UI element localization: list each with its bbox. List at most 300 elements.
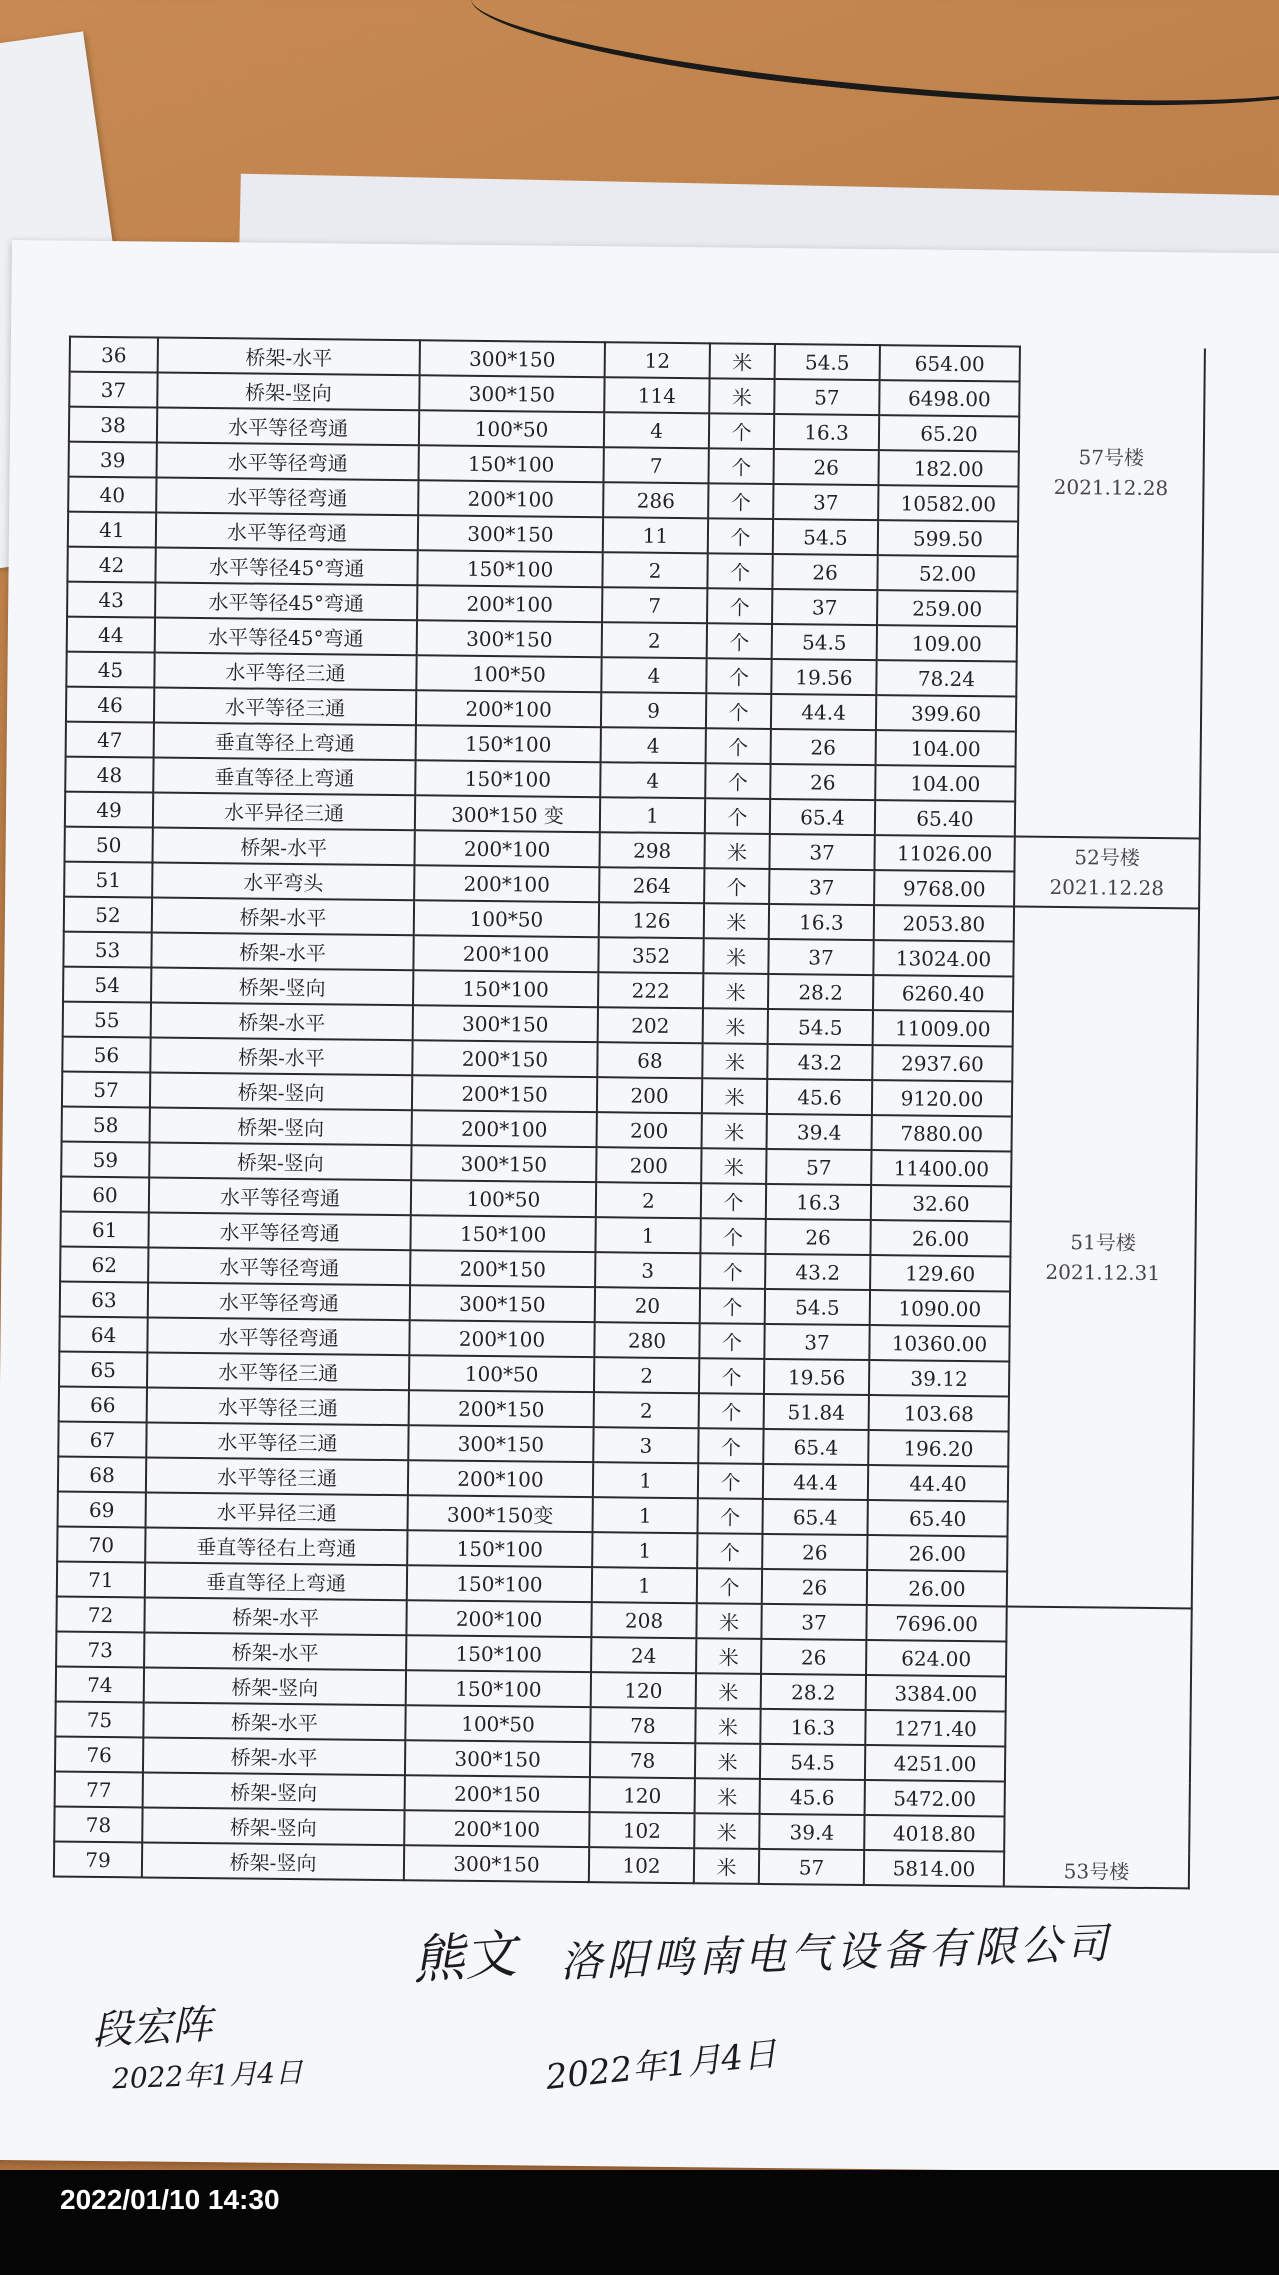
row-number: 47	[66, 722, 154, 758]
item-amount: 26.00	[867, 1535, 1007, 1571]
item-name: 桥架-竖向	[143, 1772, 405, 1810]
row-number: 64	[59, 1317, 147, 1353]
person-signature: 熊文	[410, 1924, 519, 1992]
item-amount: 26.00	[870, 1220, 1010, 1256]
item-name: 水平等径弯通	[156, 478, 418, 516]
building-name: 53号楼	[1063, 1859, 1130, 1884]
item-quantity: 2	[594, 1357, 699, 1393]
item-unit-price: 16.3	[760, 1709, 865, 1745]
row-number: 59	[61, 1142, 149, 1178]
item-unit-price: 45.6	[760, 1779, 865, 1815]
item-amount: 5814.00	[864, 1850, 1004, 1886]
row-number: 44	[67, 617, 155, 653]
item-name: 桥架-竖向	[150, 1107, 412, 1145]
left-signature-date: 2022年1月4日	[111, 2055, 304, 2096]
item-unit: 个	[700, 1288, 765, 1324]
item-name: 水平等径弯通	[147, 1317, 409, 1355]
item-name: 垂直等径上弯通	[154, 723, 416, 761]
item-unit: 个	[700, 1253, 765, 1289]
item-name: 桥架-水平	[144, 1632, 406, 1670]
item-spec: 200*150	[412, 1075, 597, 1112]
item-amount: 11009.00	[873, 1010, 1013, 1046]
item-unit: 个	[708, 483, 773, 519]
item-unit: 个	[697, 1498, 762, 1534]
item-unit-price: 54.5	[768, 1009, 873, 1045]
item-quantity: 200	[597, 1077, 702, 1113]
item-amount: 44.40	[868, 1465, 1008, 1501]
item-unit: 米	[710, 343, 775, 379]
item-name: 垂直等径上弯通	[153, 758, 415, 796]
item-amount: 9120.00	[872, 1080, 1012, 1116]
item-amount: 11026.00	[874, 835, 1014, 871]
row-number: 52	[64, 897, 152, 933]
row-number: 63	[60, 1282, 148, 1318]
item-spec: 300*150	[410, 1285, 595, 1322]
ledger-body	[54, 337, 1205, 1889]
item-unit: 米	[704, 903, 769, 939]
item-name: 垂直等径右上弯通	[145, 1527, 407, 1565]
item-unit-price: 54.5	[760, 1744, 865, 1780]
item-amount: 654.00	[880, 345, 1020, 381]
item-name: 水平等径三通	[147, 1352, 409, 1390]
row-number: 69	[58, 1492, 146, 1528]
item-spec: 200*100	[414, 865, 599, 902]
item-quantity: 120	[591, 1672, 696, 1708]
item-spec: 200*150	[409, 1390, 594, 1427]
building-name: 52号楼	[1074, 845, 1140, 870]
item-name: 水平异径三通	[146, 1492, 408, 1530]
item-quantity: 1	[592, 1532, 697, 1568]
item-unit-price: 57	[759, 1849, 864, 1885]
item-unit: 个	[705, 763, 770, 799]
item-name: 桥架-水平	[152, 898, 414, 936]
row-number: 48	[65, 757, 153, 793]
item-unit: 个	[708, 448, 773, 484]
item-unit: 个	[707, 553, 772, 589]
item-unit-price: 39.4	[767, 1114, 872, 1150]
item-unit: 个	[699, 1358, 764, 1394]
item-spec: 300*150	[411, 1145, 596, 1182]
row-number: 70	[57, 1527, 145, 1563]
item-amount: 7696.00	[866, 1605, 1006, 1641]
item-unit-price: 26	[773, 449, 878, 485]
item-amount: 11400.00	[871, 1150, 1011, 1186]
item-name: 桥架-竖向	[142, 1807, 404, 1845]
item-unit-price: 65.4	[770, 799, 875, 835]
item-amount: 5472.00	[865, 1780, 1005, 1816]
item-amount: 103.68	[869, 1395, 1009, 1431]
item-unit: 个	[698, 1463, 763, 1499]
item-unit-price: 45.6	[767, 1079, 872, 1115]
item-unit: 个	[698, 1428, 763, 1464]
row-number: 60	[61, 1177, 149, 1213]
item-amount: 129.60	[870, 1255, 1010, 1291]
item-unit: 米	[702, 1078, 767, 1114]
item-amount: 2053.80	[874, 905, 1014, 941]
row-number: 43	[67, 582, 155, 618]
item-amount: 109.00	[877, 625, 1017, 661]
item-amount: 10582.00	[878, 485, 1018, 521]
item-unit: 个	[697, 1568, 762, 1604]
item-amount: 1271.40	[865, 1710, 1005, 1746]
item-spec: 150*100	[410, 1215, 595, 1252]
item-unit-price: 16.3	[769, 904, 874, 940]
item-name: 桥架-水平	[144, 1597, 406, 1635]
item-amount: 39.12	[869, 1360, 1009, 1396]
item-quantity: 7	[603, 447, 708, 483]
item-unit: 个	[697, 1533, 762, 1569]
item-spec: 100*50	[416, 655, 601, 692]
item-quantity: 68	[597, 1042, 702, 1078]
item-amount: 1090.00	[870, 1290, 1010, 1326]
item-amount: 26.00	[867, 1570, 1007, 1606]
item-quantity: 1	[592, 1567, 697, 1603]
row-number: 73	[56, 1632, 144, 1668]
item-spec: 300*150	[418, 515, 603, 552]
item-name: 桥架-水平	[143, 1702, 405, 1740]
item-quantity: 78	[590, 1742, 695, 1778]
item-unit: 个	[699, 1393, 764, 1429]
item-quantity: 114	[604, 377, 709, 413]
item-quantity: 352	[598, 937, 703, 973]
item-quantity: 1	[595, 1217, 700, 1253]
item-quantity: 1	[600, 797, 705, 833]
item-unit-price: 16.3	[766, 1184, 871, 1220]
row-number: 51	[64, 862, 152, 898]
item-amount: 78.24	[876, 660, 1016, 696]
row-number: 50	[64, 827, 152, 863]
row-number: 40	[68, 477, 156, 513]
item-name: 水平等径45°弯通	[155, 583, 417, 621]
item-unit-price: 37	[769, 834, 874, 870]
item-quantity: 11	[603, 517, 708, 553]
item-quantity: 208	[591, 1602, 696, 1638]
item-amount: 7880.00	[872, 1115, 1012, 1151]
row-number: 78	[54, 1807, 142, 1843]
row-number: 76	[55, 1737, 143, 1773]
item-name: 桥架-水平	[151, 933, 413, 971]
item-spec: 100*50	[411, 1180, 596, 1217]
building-note	[1004, 1606, 1192, 1888]
item-unit-price: 37	[773, 484, 878, 520]
item-spec: 200*100	[413, 935, 598, 972]
item-unit: 米	[703, 938, 768, 974]
row-number: 57	[62, 1072, 150, 1108]
item-spec: 300*150	[404, 1845, 589, 1882]
item-spec: 200*100	[404, 1810, 589, 1847]
item-unit: 个	[706, 728, 771, 764]
row-number: 74	[56, 1667, 144, 1703]
item-spec: 200*150	[410, 1250, 595, 1287]
item-spec: 300*150	[420, 340, 605, 377]
item-quantity: 20	[595, 1287, 700, 1323]
item-name: 桥架-竖向	[150, 1072, 412, 1110]
item-quantity: 222	[598, 972, 703, 1008]
item-unit: 米	[694, 1813, 759, 1849]
item-name: 桥架-水平	[152, 828, 414, 866]
item-amount: 9768.00	[874, 870, 1014, 906]
item-spec: 150*100	[407, 1530, 592, 1567]
item-unit-price: 37	[764, 1324, 869, 1360]
row-number: 39	[69, 442, 157, 478]
item-name: 水平等径弯通	[157, 443, 419, 481]
item-name: 桥架-水平	[151, 1002, 413, 1040]
building-note	[1015, 347, 1205, 839]
row-number: 54	[63, 967, 151, 1003]
row-number: 62	[60, 1247, 148, 1283]
row-number: 65	[59, 1352, 147, 1388]
item-spec: 200*100	[416, 690, 601, 727]
row-number: 77	[55, 1772, 143, 1808]
item-amount: 399.60	[876, 695, 1016, 731]
item-unit-price: 26	[762, 1569, 867, 1605]
item-quantity: 4	[601, 727, 706, 763]
item-spec: 200*100	[418, 480, 603, 517]
item-quantity: 4	[600, 762, 705, 798]
item-quantity: 4	[604, 412, 709, 448]
item-amount: 3384.00	[866, 1675, 1006, 1711]
item-amount: 52.00	[877, 555, 1017, 591]
item-unit-price: 19.56	[764, 1359, 869, 1395]
item-spec: 150*100	[419, 445, 604, 482]
item-quantity: 126	[599, 902, 704, 938]
item-amount: 104.00	[875, 765, 1015, 801]
item-unit-price: 16.3	[774, 414, 879, 450]
item-name: 水平等径弯通	[149, 1177, 411, 1215]
item-quantity: 2	[602, 552, 707, 588]
item-quantity: 3	[595, 1252, 700, 1288]
item-unit-price: 43.2	[765, 1254, 870, 1290]
item-unit: 米	[695, 1708, 760, 1744]
item-unit: 个	[708, 518, 773, 554]
item-name: 桥架-水平	[158, 338, 420, 376]
item-quantity: 2	[594, 1392, 699, 1428]
item-amount: 4251.00	[865, 1745, 1005, 1781]
item-spec: 150*100	[406, 1635, 591, 1672]
item-amount: 65.40	[875, 800, 1015, 836]
item-name: 水平等径三通	[154, 688, 416, 726]
item-unit: 米	[695, 1778, 760, 1814]
item-amount: 259.00	[877, 590, 1017, 626]
item-name: 水平等径弯通	[157, 408, 419, 446]
item-spec: 300*150变	[408, 1495, 593, 1532]
item-amount: 32.60	[871, 1185, 1011, 1221]
item-quantity: 120	[590, 1777, 695, 1813]
item-spec: 200*100	[417, 585, 602, 622]
item-unit: 米	[709, 378, 774, 414]
item-spec: 300*150	[419, 375, 604, 412]
item-name: 水平等径三通	[146, 1422, 408, 1460]
item-spec: 150*100	[406, 1670, 591, 1707]
item-quantity: 200	[597, 1112, 702, 1148]
row-number: 67	[58, 1422, 146, 1458]
item-name: 桥架-水平	[143, 1737, 405, 1775]
item-quantity: 24	[591, 1637, 696, 1673]
item-unit-price: 28.2	[768, 974, 873, 1010]
item-spec: 200*150	[412, 1040, 597, 1077]
item-unit: 米	[704, 833, 769, 869]
item-unit: 米	[702, 1113, 767, 1149]
row-number: 49	[65, 792, 153, 828]
item-quantity: 1	[593, 1462, 698, 1498]
item-unit: 个	[700, 1218, 765, 1254]
item-unit: 个	[707, 588, 772, 624]
item-quantity: 2	[602, 622, 707, 658]
item-name: 水平等径三通	[147, 1387, 409, 1425]
item-unit-price: 37	[772, 589, 877, 625]
item-spec: 200*100	[412, 1110, 597, 1147]
item-name: 水平异径三通	[153, 793, 415, 831]
item-unit-price: 54.5	[775, 344, 880, 380]
ledger-page	[0, 240, 1279, 2173]
item-amount: 624.00	[866, 1640, 1006, 1676]
item-quantity: 2	[596, 1182, 701, 1218]
building-date: 2021.12.28	[1053, 474, 1169, 501]
row-number: 68	[58, 1457, 146, 1493]
row-number: 79	[54, 1842, 142, 1878]
item-unit: 个	[704, 868, 769, 904]
item-quantity: 102	[589, 1847, 694, 1883]
row-number: 61	[60, 1212, 148, 1248]
item-unit: 米	[696, 1603, 761, 1639]
item-spec: 300*150 变	[415, 795, 600, 832]
item-amount: 182.00	[878, 450, 1018, 486]
item-unit-price: 26	[765, 1219, 870, 1255]
building-note	[1014, 837, 1200, 909]
item-quantity: 78	[590, 1707, 695, 1743]
building-name: 51号楼	[1070, 1230, 1136, 1255]
item-unit: 个	[699, 1323, 764, 1359]
item-spec: 300*150	[405, 1740, 590, 1777]
item-quantity: 202	[598, 1007, 703, 1043]
item-amount: 10360.00	[869, 1325, 1009, 1361]
row-number: 42	[67, 547, 155, 583]
item-spec: 150*100	[407, 1565, 592, 1602]
building-date: 2021.12.31	[1045, 1259, 1161, 1286]
item-unit: 米	[701, 1148, 766, 1184]
item-name: 水平等径三通	[154, 653, 416, 691]
item-unit-price: 43.2	[767, 1044, 872, 1080]
desk-cable	[466, 0, 1279, 143]
item-name: 桥架-竖向	[144, 1667, 406, 1705]
right-signature-date: 2022年1月4日	[543, 2033, 779, 2098]
item-quantity: 286	[603, 482, 708, 518]
material-ledger-table	[53, 336, 1206, 1890]
item-unit: 个	[705, 798, 770, 834]
item-unit-price: 37	[761, 1604, 866, 1640]
item-quantity: 1	[593, 1497, 698, 1533]
left-signature-name: 段宏阵	[91, 2001, 214, 2055]
item-unit: 个	[706, 658, 771, 694]
item-amount: 599.50	[878, 520, 1018, 556]
item-quantity: 298	[599, 832, 704, 868]
building-note	[1007, 907, 1199, 1609]
row-number: 75	[55, 1702, 143, 1738]
item-unit: 个	[709, 413, 774, 449]
item-name: 桥架-竖向	[157, 373, 419, 411]
item-quantity: 9	[601, 692, 706, 728]
item-quantity: 102	[589, 1812, 694, 1848]
item-name: 桥架-竖向	[151, 967, 413, 1005]
item-spec: 200*100	[406, 1600, 591, 1637]
item-spec: 300*150	[413, 1005, 598, 1042]
item-amount: 196.20	[868, 1430, 1008, 1466]
item-spec: 150*100	[415, 760, 600, 797]
item-quantity: 200	[596, 1147, 701, 1183]
item-spec: 200*100	[408, 1460, 593, 1497]
item-unit-price: 37	[769, 869, 874, 905]
item-name: 水平等径弯通	[156, 513, 418, 551]
row-number: 71	[57, 1562, 145, 1598]
item-unit-price: 26	[761, 1639, 866, 1675]
item-quantity: 7	[602, 587, 707, 623]
row-number: 38	[69, 407, 157, 443]
item-unit: 米	[703, 1008, 768, 1044]
item-amount: 6498.00	[879, 380, 1019, 416]
item-unit-price: 19.56	[771, 659, 876, 695]
item-spec: 200*100	[409, 1320, 594, 1357]
item-amount: 65.20	[879, 415, 1019, 451]
item-name: 水平弯头	[152, 863, 414, 901]
item-unit: 个	[706, 693, 771, 729]
item-name: 水平等径三通	[146, 1457, 408, 1495]
item-unit-price: 26	[770, 764, 875, 800]
company-signature: 洛阳鸣南电气设备有限公司	[559, 1918, 1113, 1987]
item-name: 水平等径45°弯通	[155, 548, 417, 586]
item-name: 桥架-竖向	[142, 1842, 404, 1880]
item-amount: 4018.80	[864, 1815, 1004, 1851]
item-unit-price: 37	[768, 939, 873, 975]
row-number: 37	[69, 372, 157, 408]
item-name: 桥架-水平	[150, 1037, 412, 1075]
row-number: 53	[63, 932, 151, 968]
item-spec: 300*150	[408, 1425, 593, 1462]
photo-timestamp: 2022/01/10 14:30	[60, 2184, 280, 2215]
item-amount: 65.40	[867, 1500, 1007, 1536]
item-unit-price: 65.4	[763, 1429, 868, 1465]
building-name: 57号楼	[1078, 445, 1145, 470]
item-unit: 米	[695, 1743, 760, 1779]
row-number: 66	[59, 1387, 147, 1423]
item-amount: 6260.40	[873, 975, 1013, 1011]
item-unit-price: 54.5	[773, 519, 878, 555]
item-unit: 米	[696, 1673, 761, 1709]
item-spec: 200*150	[405, 1775, 590, 1812]
item-spec: 300*150	[417, 620, 602, 657]
row-number: 56	[62, 1037, 150, 1073]
item-spec: 150*100	[417, 550, 602, 587]
item-unit-price: 44.4	[763, 1464, 868, 1500]
item-spec: 150*100	[413, 970, 598, 1007]
item-quantity: 280	[594, 1322, 699, 1358]
item-spec: 100*50	[405, 1705, 590, 1742]
item-name: 水平等径弯通	[148, 1247, 410, 1285]
item-spec: 100*50	[419, 410, 604, 447]
item-amount: 2937.60	[872, 1045, 1012, 1081]
row-number: 55	[63, 1002, 151, 1038]
item-name: 水平等径弯通	[148, 1282, 410, 1320]
item-unit-price: 26	[772, 554, 877, 590]
item-name: 垂直等径上弯通	[145, 1562, 407, 1600]
item-unit-price: 57	[774, 379, 879, 415]
item-spec: 100*50	[414, 900, 599, 937]
item-unit-price: 28.2	[761, 1674, 866, 1710]
item-unit-price: 57	[766, 1149, 871, 1185]
item-name: 水平等径弯通	[148, 1212, 410, 1250]
item-name: 桥架-竖向	[149, 1142, 411, 1180]
building-date: 2021.12.28	[1049, 874, 1165, 901]
item-unit: 米	[696, 1638, 761, 1674]
